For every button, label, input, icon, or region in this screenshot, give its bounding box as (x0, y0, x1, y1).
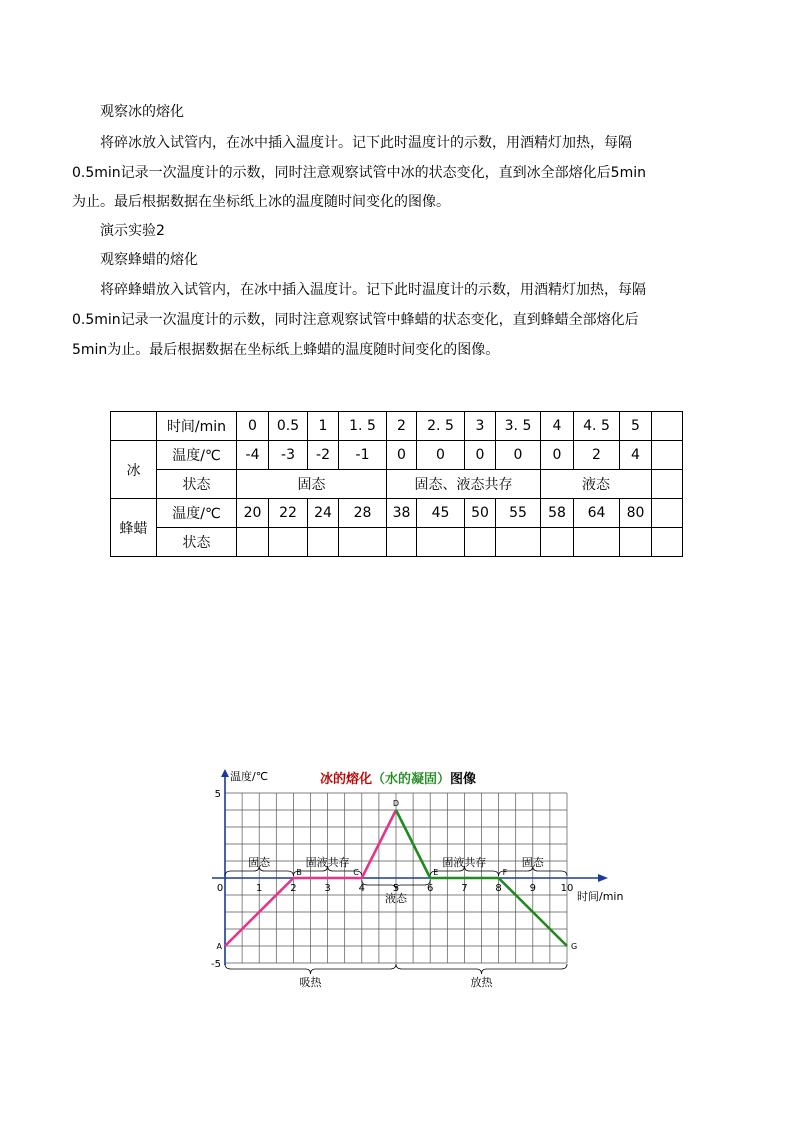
ice-state-mixed: 固态、液态共存 (387, 470, 541, 499)
x-tick-label-1: 1 (256, 883, 263, 894)
annotation-solid-1: 固态 (248, 856, 271, 869)
wax-temp-cell: 45 (417, 499, 465, 528)
wax-state-cell (339, 528, 387, 557)
ice-temp-cell: 0 (465, 441, 496, 470)
time-cell: 1 (308, 412, 339, 441)
point-label-D: D (392, 799, 400, 808)
x-tick-label-9: 9 (529, 883, 536, 894)
ice-temp-cell: 0 (417, 441, 465, 470)
wax-temp-cell: 38 (387, 499, 417, 528)
ice-state-liquid: 液态 (541, 470, 652, 499)
time-cell: 3. 5 (496, 412, 541, 441)
wax-label-cell: 蜂蜡 (111, 499, 157, 557)
time-cell: 1. 5 (339, 412, 387, 441)
paragraph-wax-line-2: 0.5min记录一次温度计的示数，同时注意观察试管中蜂蜡的状态变化，直到蜂蜡全部熔化后 (72, 312, 639, 328)
x-tick-label-8: 8 (495, 883, 502, 894)
melting-chart (200, 765, 640, 995)
wax-state-cell (496, 528, 541, 557)
x-tick-label-10: 10 (560, 883, 574, 894)
ice-temp-cell: -3 (269, 441, 308, 470)
time-cell: 2 (387, 412, 417, 441)
ice-temp-cell: 0 (496, 441, 541, 470)
wax-temp-cell: 55 (496, 499, 541, 528)
wax-temp-cell: 28 (339, 499, 387, 528)
wax-temp-cell: 20 (237, 499, 269, 528)
ice-temp-cell: 4 (620, 441, 652, 470)
y-axis-label: 温度/℃ (230, 770, 269, 783)
time-header-cell: 时间/min (157, 412, 237, 441)
state-label-cell: 状态 (157, 470, 237, 499)
annotation-solid-2: 固态 (521, 856, 544, 869)
paragraph-ice-line-3: 为止。最后根据数据在坐标纸上冰的温度随时间变化的图像。 (72, 194, 450, 210)
time-cell: 3 (465, 412, 496, 441)
ice-temp-cell: 2 (574, 441, 620, 470)
x-axis-label: 时间/min (577, 890, 624, 903)
table-row-ice-temp (111, 441, 683, 470)
wax-state-cell (308, 528, 339, 557)
time-cell: 5 (620, 412, 652, 441)
heading-observe-wax: 观察蜂蜡的熔化 (100, 252, 198, 268)
point-label-E: E (433, 868, 439, 877)
empty-cell (652, 528, 683, 557)
y-tick-label-neg5: -5 (211, 959, 221, 970)
empty-cell (652, 470, 683, 499)
chart-title-suffix: 图像 (450, 772, 477, 787)
wax-state-cell (465, 528, 496, 557)
wax-state-cell (620, 528, 652, 557)
time-cell: 0 (237, 412, 269, 441)
temp-label-cell: 温度/℃ (157, 441, 237, 470)
ice-state-solid: 固态 (237, 470, 387, 499)
heading-observe-ice: 观察冰的熔化 (100, 104, 184, 120)
time-cell: 2. 5 (417, 412, 465, 441)
table-row-ice-state (111, 470, 683, 499)
heading-experiment-2: 演示实验2 (100, 223, 165, 239)
annotation-absorb: 吸热 (299, 976, 322, 989)
table-row-wax-temp (111, 499, 683, 528)
wax-state-cell (387, 528, 417, 557)
chart-title (320, 771, 476, 787)
chart-title-green: （水的凝固） (372, 772, 451, 787)
x-tick-label-4: 4 (358, 883, 365, 894)
brace-absorb (225, 964, 396, 974)
brace-release (396, 964, 567, 974)
ice-temp-cell: 0 (541, 441, 574, 470)
y-axis-arrow (221, 769, 229, 777)
wax-temp-cell: 64 (574, 499, 620, 528)
paragraph-wax-line-1: 将碎蜂蜡放入试管内，在冰中插入温度计。记下此时温度计的示数，用酒精灯加热，每隔 (100, 282, 646, 298)
time-cell: 4. 5 (574, 412, 620, 441)
empty-cell (652, 441, 683, 470)
x-tick-label-2: 2 (290, 883, 297, 894)
ice-temp-cell: -2 (308, 441, 339, 470)
chart-axes (212, 769, 608, 965)
point-label-A: A (216, 942, 222, 951)
point-label-G: G (571, 942, 578, 951)
state-label-cell: 状态 (157, 528, 237, 557)
x-tick-label-6: 6 (427, 883, 434, 894)
wax-temp-cell: 24 (308, 499, 339, 528)
wax-temp-cell: 58 (541, 499, 574, 528)
annotation-liquid: 液态 (385, 892, 407, 905)
empty-cell (652, 499, 683, 528)
wax-temp-cell: 80 (620, 499, 652, 528)
point-label-B: B (296, 868, 302, 877)
annotation-release: 放热 (470, 976, 493, 989)
x-tick-label-5: 5 (392, 883, 400, 894)
paragraph-wax-line-3: 5min为止。最后根据数据在坐标纸上蜂蜡的温度随时间变化的图像。 (72, 342, 500, 358)
melting-chart-svg (200, 765, 640, 995)
chart-labels (211, 789, 577, 989)
temp-label-cell: 温度/℃ (157, 499, 237, 528)
wax-temp-cell: 22 (269, 499, 308, 528)
wax-state-cell (269, 528, 308, 557)
x-tick-label-3: 3 (324, 883, 331, 894)
table-row-wax-state (111, 528, 683, 557)
paragraph-ice-line-2: 0.5min记录一次温度计的示数，同时注意观察试管中冰的状态变化，直到冰全部熔化后5min (72, 165, 646, 181)
ice-temp-cell: 0 (387, 441, 417, 470)
wax-state-cell (574, 528, 620, 557)
x-axis-arrow (598, 874, 608, 882)
wax-state-cell (417, 528, 465, 557)
table-row-time (111, 412, 683, 441)
paragraph-ice-line-1: 将碎冰放入试管内，在冰中插入温度计。记下此时温度计的示数，用酒精灯加热，每隔 (100, 135, 632, 151)
x-tick-label-7: 7 (461, 883, 468, 894)
data-table (110, 411, 683, 557)
ice-temp-cell: -1 (339, 441, 387, 470)
annotation-mixed-1: 固液共存 (305, 856, 350, 869)
table-corner-cell (111, 412, 157, 441)
chart-title-red: 冰的熔化 (320, 772, 373, 787)
time-cell: 4 (541, 412, 574, 441)
empty-cell (652, 412, 683, 441)
wax-temp-cell: 50 (465, 499, 496, 528)
ice-label-cell: 冰 (111, 441, 157, 499)
time-cell: 0.5 (269, 412, 308, 441)
point-label-F: F (502, 868, 508, 877)
x-tick-label-0: 0 (216, 883, 224, 894)
y-tick-label-5: 5 (214, 789, 221, 800)
ice-temp-cell: -4 (237, 441, 269, 470)
wax-state-cell (237, 528, 269, 557)
point-label-C: C (353, 868, 359, 877)
wax-state-cell (541, 528, 574, 557)
annotation-mixed-2: 固液共存 (442, 856, 487, 869)
